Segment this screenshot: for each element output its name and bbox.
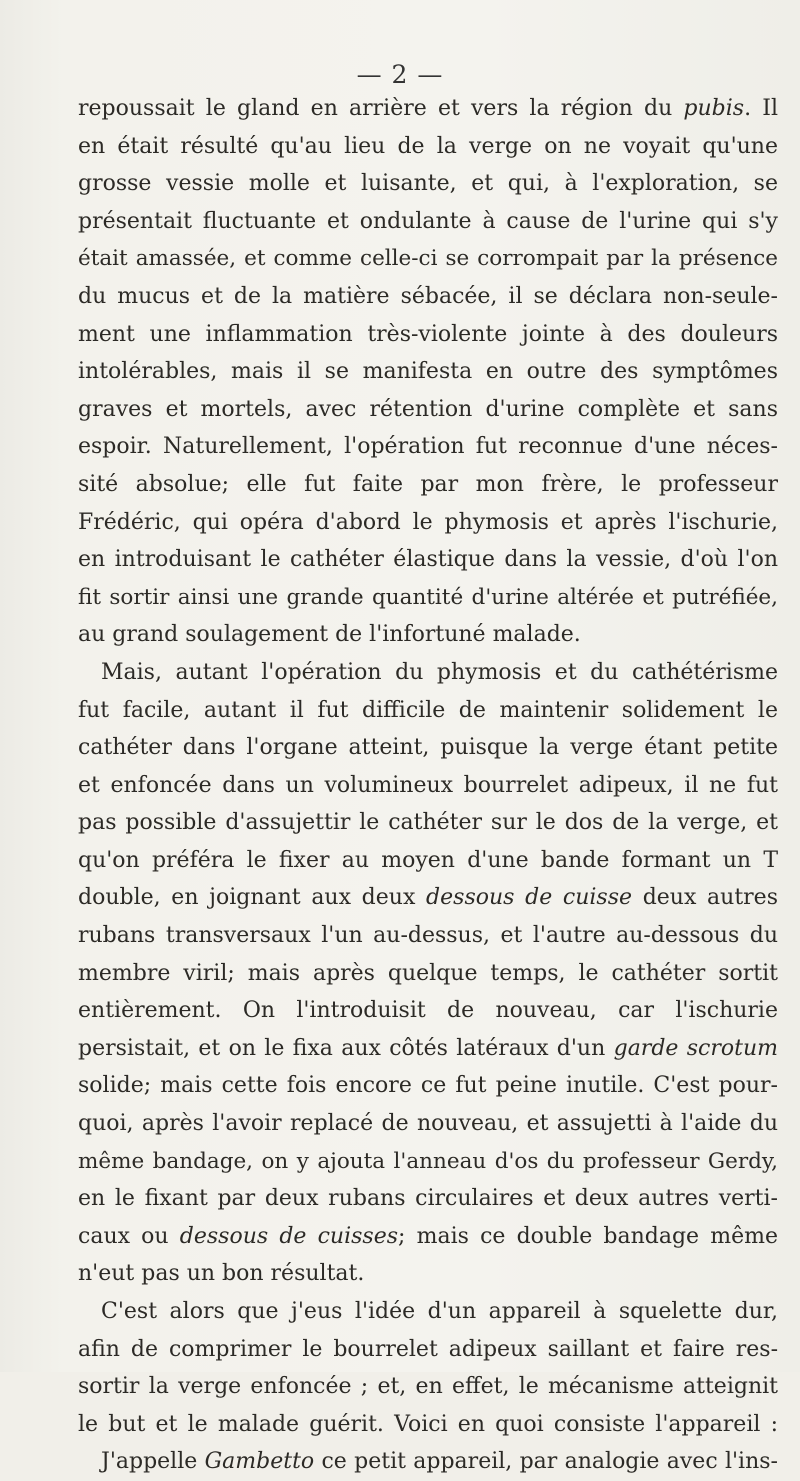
text-segment: grosse vessie molle et luisante, et qui, à l'exploration, se: [78, 171, 778, 197]
text-segment: était amassée, et comme celle-ci se corrompait par la présence: [78, 246, 778, 272]
italic-phrase: dessous de cuisses: [179, 1223, 399, 1249]
text-line: [78, 1030, 778, 1068]
text-line: [78, 1406, 778, 1444]
text-line: [78, 90, 778, 128]
text-line: [78, 767, 778, 805]
text-line: [78, 504, 778, 542]
text-line: [78, 1143, 778, 1181]
text-line: [78, 428, 778, 466]
text-line: [78, 1218, 778, 1256]
text-segment: en le fixant par deux rubans circulaires et deux autres verti-: [78, 1186, 778, 1212]
italic-phrase: Gambetto: [204, 1449, 315, 1475]
text-segment: fit sortir ainsi une grande quantité d'urine altérée et putréfiée,: [78, 584, 778, 610]
text-line: [78, 391, 778, 429]
body-text: [78, 90, 778, 1481]
text-line: [78, 804, 778, 842]
text-segment: présentait fluctuante et ondulante à cause de l'urine qui s'y: [78, 208, 778, 234]
text-segment: ; mais ce double bandage même: [398, 1223, 778, 1249]
text-segment: intolérables, mais il se manifesta en outre des symptômes: [78, 359, 778, 385]
text-segment: Mais, autant l'opération du phymosis et du cathétérisme: [101, 659, 778, 685]
text-segment: du mucus et de la matière sébacée, il se déclara non-seule-: [78, 283, 778, 309]
text-line: [78, 1293, 778, 1331]
italic-phrase: dessous de cuisse: [426, 885, 633, 911]
text-line: [78, 466, 778, 504]
text-line: [78, 692, 778, 730]
text-segment: qu'on préféra le fixer au moyen d'une bande formant un T: [78, 847, 778, 873]
text-segment: au grand soulagement de l'infortuné malade.: [78, 622, 581, 648]
text-line: [78, 955, 778, 993]
italic-phrase: garde scrotum: [613, 1035, 778, 1061]
text-segment: ment une inflammation très-violente jointe à des douleurs: [78, 321, 778, 347]
text-line: [78, 654, 778, 692]
text-line: [78, 278, 778, 316]
text-segment: caux ou: [78, 1223, 180, 1249]
text-line: [78, 616, 778, 654]
text-line: [78, 165, 778, 203]
text-segment: sité absolue; elle fut faite par mon frère, le professeur: [78, 471, 778, 497]
text-line: [78, 1180, 778, 1218]
text-segment: le but et le malade guérit. Voici en quoi consiste l'appareil :: [78, 1411, 778, 1437]
text-line: [78, 992, 778, 1030]
text-line: [78, 842, 778, 880]
text-segment: n'eut pas un bon résultat.: [78, 1261, 365, 1287]
italic-phrase: pubis: [683, 96, 745, 121]
text-segment: pas possible d'assujettir le cathéter sur le dos de la verge, et: [78, 810, 778, 836]
text-segment: fut facile, autant il fut difficile de maintenir solidement le: [78, 697, 778, 723]
text-segment: repoussait le gland en arrière et vers la région du: [78, 96, 684, 121]
text-segment: deux autres: [632, 885, 778, 911]
text-line: [78, 729, 778, 767]
text-line: [78, 353, 778, 391]
text-segment: sortir la verge enfoncée ; et, en effet, le mécanisme atteignit: [78, 1374, 778, 1400]
text-segment: en introduisant le cathéter élastique dans la vessie, d'où l'on: [78, 547, 778, 573]
text-line: [78, 203, 778, 241]
text-segment: ce petit appareil, par analogie avec l'ins-: [314, 1449, 778, 1475]
text-segment: double, en joignant aux deux: [78, 885, 427, 911]
text-segment: cathéter dans l'organe atteint, puisque la verge étant petite: [78, 735, 778, 761]
text-segment: graves et mortels, avec rétention d'urine complète et sans: [78, 396, 778, 422]
text-segment: membre viril; mais après quelque temps, le cathéter sortit: [78, 960, 778, 986]
text-line: [78, 541, 778, 579]
text-line: [78, 128, 778, 166]
text-segment: . Il: [744, 96, 778, 121]
text-segment: quoi, après l'avoir replacé de nouveau, et assujetti à l'aide du: [78, 1111, 778, 1137]
text-segment: rubans transversaux l'un au-dessus, et l'autre au-dessous du: [78, 923, 778, 949]
text-segment: Frédéric, qui opéra d'abord le phymosis et après l'ischurie,: [78, 509, 778, 535]
text-segment: C'est alors que j'eus l'idée d'un appareil à squelette dur,: [101, 1299, 778, 1324]
text-segment: afin de comprimer le bourrelet adipeux saillant et faire res-: [78, 1336, 778, 1362]
text-segment: espoir. Naturellement, l'opération fut reconnue d'une néces-: [78, 434, 778, 460]
text-line: [78, 1067, 778, 1105]
text-line: [78, 1105, 778, 1143]
text-line: [78, 579, 778, 617]
page-number: — 2 —: [356, 60, 444, 89]
text-line: [78, 1255, 778, 1293]
text-line: [78, 316, 778, 354]
text-line: [78, 917, 778, 955]
text-segment: en était résulté qu'au lieu de la verge on ne voyait qu'une: [78, 133, 778, 159]
text-segment: et enfoncée dans un volumineux bourrelet adipeux, il ne fut: [78, 772, 778, 798]
text-line: [78, 1443, 778, 1481]
text-line: [78, 879, 778, 917]
text-segment: même bandage, on y ajouta l'anneau d'os du professeur Gerdy,: [78, 1148, 778, 1174]
text-segment: persistait, et on le fixa aux côtés latéraux d'un: [78, 1035, 614, 1061]
text-line: [78, 1331, 778, 1369]
text-segment: J'appelle: [101, 1449, 205, 1475]
text-segment: entièrement. On l'introduisit de nouveau, car l'ischurie: [78, 998, 778, 1024]
text-line: [78, 1368, 778, 1406]
text-segment: solide; mais cette fois encore ce fut peine inutile. C'est pour-: [78, 1073, 778, 1099]
text-line: [78, 240, 778, 278]
